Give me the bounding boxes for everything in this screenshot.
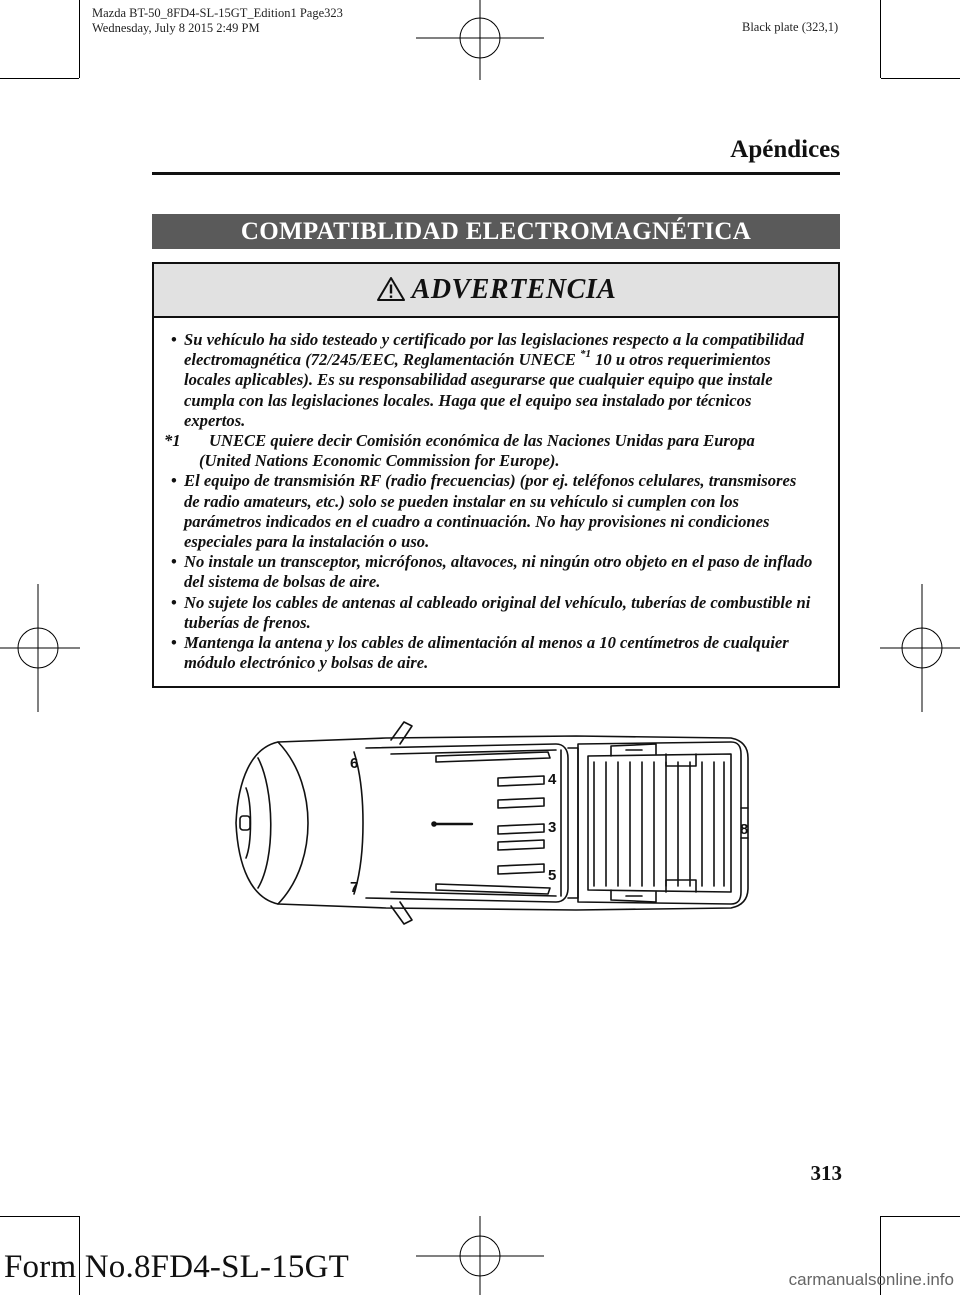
watermark: carmanualsonline.info	[788, 1270, 954, 1289]
warning-header	[154, 264, 838, 318]
plate-label: Black plate (323,1)	[742, 20, 839, 34]
diagram-label-6: 6	[350, 755, 359, 772]
vehicle-body-outline	[236, 736, 748, 910]
warning-item-text: 10 u otros requerimientos locales aplicables). Es su responsabilidad asegurarse que cualquier equipo que instale cumpla con las legislaciones locales. Haga que el equipo sea instalado por técnicos expertos.	[184, 350, 773, 430]
warning-item: • No sujete los cables de antenas al cableado original del vehículo, tuberías de combustible ni tuberías de frenos.	[164, 593, 814, 633]
crop-mark	[881, 78, 960, 79]
warning-item	[164, 330, 814, 431]
title-rule	[152, 172, 840, 175]
page-number: 313	[810, 1161, 842, 1185]
crop-mark	[79, 0, 80, 78]
warning-item-text: Su vehículo ha sido testeado y certificado por las legislaciones respecto a la compatibilidad electromagnética (72/245/EEC, Reglamentación UNECE	[184, 330, 804, 370]
warning-item: • No instale un transceptor, micrófonos, altavoces, ni ningún otro objeto en el paso de inflado del sistema de bolsas de aire.	[164, 552, 814, 592]
cargo-bed	[578, 742, 741, 904]
windshield	[354, 752, 363, 894]
warning-triangle-icon	[376, 276, 406, 302]
footnote-continuation: (United Nations Economic Commission for Europe).	[199, 451, 560, 471]
crop-mark	[0, 78, 79, 79]
footnote-text: UNECE quiere decir Comisión económica de las Naciones Unidas para Europa	[209, 431, 755, 451]
crop-mark	[880, 0, 881, 78]
warning-item: • El equipo de transmisión RF (radio frecuencias) (por ej. teléfonos celulares, transmisores de radio amateurs, etc.) solo se pueden instalar en su vehículo si cumplen con los parámetros indicados en el cuadro a continuación. No hay provisiones ni condiciones especiales para la instalación o uso.	[164, 471, 814, 552]
warning-box	[152, 262, 840, 688]
registration-mark-top	[416, 0, 544, 80]
registration-mark-bottom	[416, 1216, 544, 1295]
crop-mark	[881, 1216, 960, 1217]
footnote-mark: *1	[164, 431, 181, 451]
vehicle-top-view-diagram	[226, 718, 756, 928]
diagram-label-3: 3	[548, 819, 557, 836]
crop-mark	[0, 1216, 79, 1217]
footnote	[164, 431, 814, 451]
print-meta-line2: Wednesday, July 8 2015 2:49 PM	[92, 21, 260, 35]
diagram-label-4: 4	[548, 771, 557, 788]
footnote-ref: *1	[579, 347, 591, 360]
warning-title: ADVERTENCIA	[411, 274, 617, 305]
diagram-label-7: 7	[350, 879, 359, 896]
side-mirror	[391, 902, 412, 924]
diagram-label-5: 5	[548, 867, 557, 884]
warning-item: • Mantenga la antena y los cables de alimentación al menos a 10 centímetros de cualquier módulo electrónico y bolsas de aire.	[164, 633, 814, 673]
section-banner: COMPATIBLIDAD ELECTROMAGNÉTICA	[152, 214, 840, 249]
section-title: Apéndices	[730, 136, 840, 163]
registration-mark-left	[0, 584, 80, 712]
print-meta	[92, 6, 343, 36]
registration-mark-right	[880, 584, 960, 712]
side-mirror	[391, 722, 412, 744]
print-meta-line1: Mazda BT-50_8FD4-SL-15GT_Edition1 Page323	[92, 6, 343, 20]
warning-body	[154, 318, 838, 673]
form-number: Form No.8FD4-SL-15GT	[4, 1249, 350, 1285]
diagram-label-8: 8	[740, 821, 749, 838]
